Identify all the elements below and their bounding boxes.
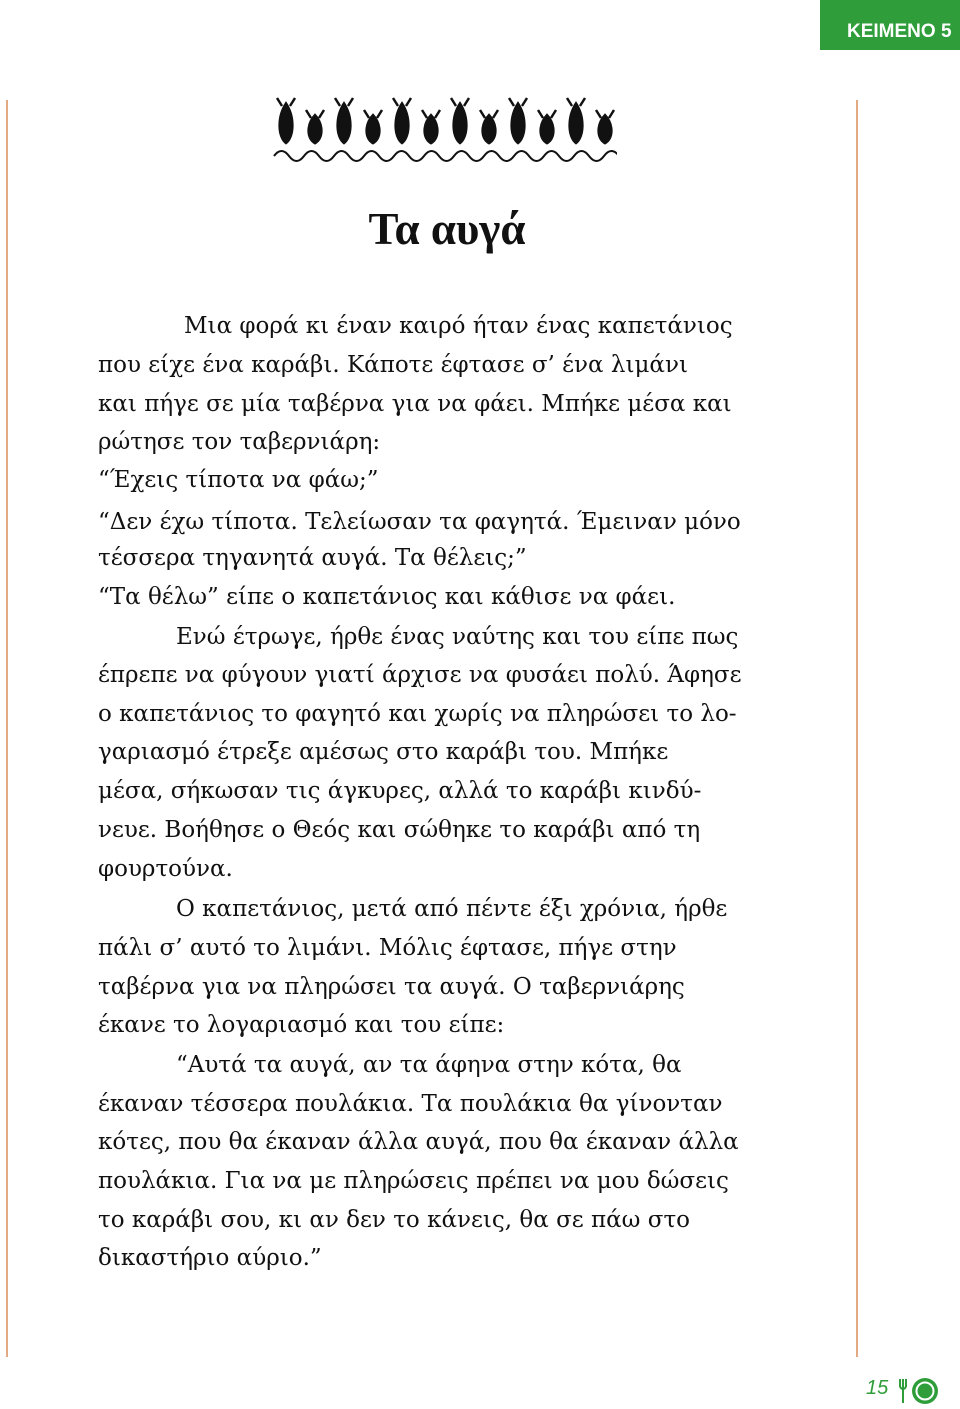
tulip-leaf-icon <box>364 110 369 118</box>
story-line: κότες, που θα έκαναν άλλα αυγά, που θα έκαναν άλλα <box>98 1129 739 1155</box>
tulip-leaf-icon <box>609 110 614 118</box>
tulip-leaf-icon <box>580 98 585 106</box>
tulip-leaf-icon <box>567 98 572 106</box>
story-line: το καράβι σου, κι αν δεν το κάνεις, θα σε πάω στο <box>98 1207 691 1233</box>
story-line: ο καπετάνιος το φαγητό και χωρίς να πληρώσει το λο- <box>98 701 737 727</box>
section-label-tab: ΚΕΙΜΕΝΟ 5 <box>820 0 960 50</box>
story-line: που είχε ένα καράβι. Κάποτε έφτασε σ’ ένα λιμάνι <box>98 352 688 378</box>
tulip-petal-icon <box>337 102 351 144</box>
tulip-leaf-icon <box>435 110 440 118</box>
tulip-leaf-icon <box>290 98 295 106</box>
tulip-leaf-icon <box>480 110 485 118</box>
tulip-leaf-icon <box>306 110 311 118</box>
left-margin-rule <box>6 100 8 1357</box>
story-title: Τα αυγά <box>368 204 526 254</box>
story-line: έκαναν τέσσερα πουλάκια. Τα πουλάκια θα γίνονταν <box>98 1091 723 1117</box>
tulip-petal-icon <box>453 102 467 144</box>
plate-with-fork-icon <box>898 1376 940 1406</box>
story-line: ρώτησε τον ταβερνιάρη: <box>98 429 381 455</box>
tulip-petal-icon <box>395 102 409 144</box>
tulip-ornament-icon <box>272 96 617 166</box>
story-line: δικαστήριο αύριο.” <box>98 1245 322 1271</box>
tulip-leaf-icon <box>393 98 398 106</box>
tulip-leaf-icon <box>596 110 601 118</box>
tulip-petal-icon <box>511 102 525 144</box>
tulip-leaf-icon <box>464 98 469 106</box>
story-line: ταβέρνα για να πληρώσει τα αυγά. Ο ταβερνιάρης <box>98 974 685 1000</box>
story-line: Ο καπετάνιος, μετά από πέντε έξι χρόνια, ήρθε <box>176 896 728 922</box>
story-line: και πήγε σε μία ταβέρνα για να φάει. Μπήκε μέσα και <box>98 391 732 417</box>
tulip-petal-icon <box>279 102 293 144</box>
tulip-leaf-icon <box>335 98 340 106</box>
tulip-leaf-icon <box>348 98 353 106</box>
tulip-leaf-icon <box>551 110 556 118</box>
tulip-leaf-icon <box>493 110 498 118</box>
tulip-leaf-icon <box>319 110 324 118</box>
story-line: έκανε το λογαριασμό και του είπε: <box>98 1012 505 1038</box>
tulip-leaf-icon <box>377 110 382 118</box>
tulip-leaf-icon <box>406 98 411 106</box>
tulip-leaf-icon <box>451 98 456 106</box>
tulip-leaf-icon <box>522 98 527 106</box>
story-line: έπρεπε να φύγουν γιατί άρχισε να φυσάει πολύ. Άφησε <box>98 662 742 688</box>
page-number: 15 <box>866 1377 889 1399</box>
story-line: “Αυτά τα αυγά, αν τα άφηνα στην κότα, θα <box>176 1052 682 1078</box>
tulip-leaf-icon <box>538 110 543 118</box>
story-line: νευε. Βοήθησε ο Θεός και σώθηκε το καράβι από τη <box>98 817 701 843</box>
story-line: Ενώ έτρωγε, ήρθε ένας ναύτης και του είπε πως <box>176 624 739 650</box>
story-line: γαριασμό έτρεξε αμέσως στο καράβι του. Μπήκε <box>98 739 669 765</box>
tulip-petal-icon <box>569 102 583 144</box>
story-line: πουλάκια. Για να με πληρώσεις πρέπει να μου δώσεις <box>98 1168 729 1194</box>
tulip-leaf-icon <box>277 98 282 106</box>
story-line: Μια φορά κι έναν καιρό ήταν ένας καπετάνιος <box>184 313 733 339</box>
story-line: “Έχεις τίποτα να φάω;” <box>98 467 379 493</box>
tulip-leaf-icon <box>509 98 514 106</box>
story-line: τέσσερα τηγανητά αυγά. Τα θέλεις;” <box>98 545 527 571</box>
tulip-leaf-icon <box>422 110 427 118</box>
story-line: “Δεν έχω τίποτα. Τελείωσαν τα φαγητά. Έμειναν μόνο <box>98 509 741 535</box>
story-line: πάλι σ’ αυτό το λιμάνι. Μόλις έφτασε, πήγε στην <box>98 935 677 961</box>
story-line: μέσα, σήκωσαν τις άγκυρες, αλλά το καράβι κινδύ- <box>98 778 702 804</box>
story-line: “Τα θέλω” είπε ο καπετάνιος και κάθισε να φάει. <box>98 584 676 610</box>
right-margin-rule <box>856 100 858 1357</box>
ornament-wave-line <box>274 151 617 161</box>
story-line: φουρτούνα. <box>98 856 233 882</box>
